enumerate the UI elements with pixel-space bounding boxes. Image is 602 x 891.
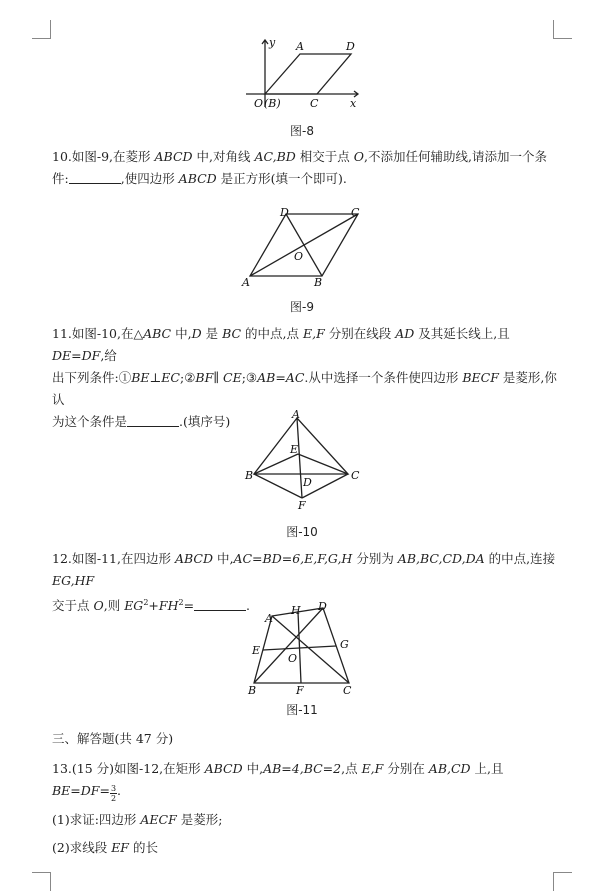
q11-line-1: 11.如图-10,在△ABC 中,D 是 BC 的中点,点 E,F 分别在线段 AD 及其延长线上,且 DE=DF,给: [52, 326, 510, 363]
label-d: D: [280, 206, 289, 219]
diagonal-bd: [286, 214, 322, 276]
triangle-abc: [254, 418, 348, 474]
figure-8: [238, 32, 368, 110]
q10-line-1: 10.如图-9,在菱形 ABCD 中,对角线 AC,BD 相交于点 O,不添加任何辅助线,请添加一个条: [52, 149, 547, 164]
label-x: x: [350, 97, 357, 110]
caption-fig-9: 图-9: [290, 300, 314, 314]
label-a: A: [296, 40, 304, 53]
q11-line-2: 出下列条件:①BE⊥EC;②BF∥ CE;③AB=AC.从中选择一个条件使四边形 BECF 是菱形,你认: [52, 370, 557, 407]
q12-line-1: 12.如图-11,在四边形 ABCD 中,AC=BD=6,E,F,G,H 分别为 AB,BC,CD,DA 的中点,连接 EG,HF: [52, 551, 556, 588]
crop-mark-bottom-right: [553, 872, 572, 891]
q13-part-1: (1)求证:四边形 AECF 是菱形;: [52, 812, 223, 827]
figure-11: [244, 598, 364, 698]
label-f: F: [298, 499, 306, 512]
crop-mark-bottom-left: [32, 872, 51, 891]
label-o: O: [294, 250, 304, 263]
figure-9: [238, 204, 368, 288]
answer-blank-12[interactable]: [194, 598, 246, 611]
label-h: H: [291, 604, 301, 617]
label-d: D: [346, 40, 355, 53]
label-d: D: [318, 600, 327, 613]
parallelogram-abcd: [265, 54, 351, 94]
caption-fig-8: 图-8: [290, 124, 314, 138]
label-a: A: [242, 276, 250, 288]
answer-blank-10[interactable]: [69, 171, 121, 184]
q11-line-3: 为这个条件是 .(填序号): [52, 414, 231, 429]
label-o: O: [254, 97, 264, 110]
label-f: F: [296, 684, 304, 697]
q13-line-1: 13.(15 分)如图-12,在矩形 ABCD 中,AB=4,BC=2,点 E,F 分别在 AB,CD 上,且 BE=DF= $\frac{3}{2}$ .: [52, 761, 504, 803]
label-o: O: [288, 652, 298, 665]
question-13: [52, 758, 557, 859]
label-c: C: [351, 469, 360, 482]
q12-line-2: 交于点 O,则 $EG^2+FH^2=$ .: [52, 598, 251, 614]
fraction-three-halves: $\frac{3}{2}$: [110, 784, 117, 803]
label-a: A: [292, 408, 300, 421]
caption-fig-10: 图-10: [286, 525, 318, 539]
q10-line-2: 件: ,使四边形 ABCD 是正方形(填一个即可).: [52, 171, 347, 186]
figure-10: [240, 408, 362, 512]
q13-part-2: (2)求线段 EF 的长: [52, 840, 158, 855]
label-y: y: [269, 36, 276, 49]
label-b: B: [314, 276, 323, 288]
label-c: C: [343, 684, 352, 697]
label-d: D: [303, 476, 312, 489]
label-a: A: [265, 612, 273, 625]
crop-mark-top-right: [553, 20, 572, 39]
label-b: B: [248, 684, 257, 697]
label-e: E: [290, 443, 299, 456]
label-e: E: [252, 644, 261, 657]
label-b: (B): [264, 97, 281, 110]
label-c: C: [310, 97, 319, 110]
segment-be: [254, 454, 298, 474]
caption-fig-11: 图-11: [286, 703, 318, 717]
segment-bf: [254, 474, 302, 498]
label-c: C: [351, 206, 360, 219]
segment-ec: [298, 454, 348, 474]
question-10: [52, 146, 557, 190]
label-g: G: [340, 638, 349, 651]
segment-af: [297, 418, 302, 498]
label-b: B: [245, 469, 254, 482]
section-heading-3: 三、解答题(共 47 分): [52, 731, 174, 746]
answer-blank-11[interactable]: [127, 414, 179, 427]
crop-mark-top-left: [32, 20, 51, 39]
